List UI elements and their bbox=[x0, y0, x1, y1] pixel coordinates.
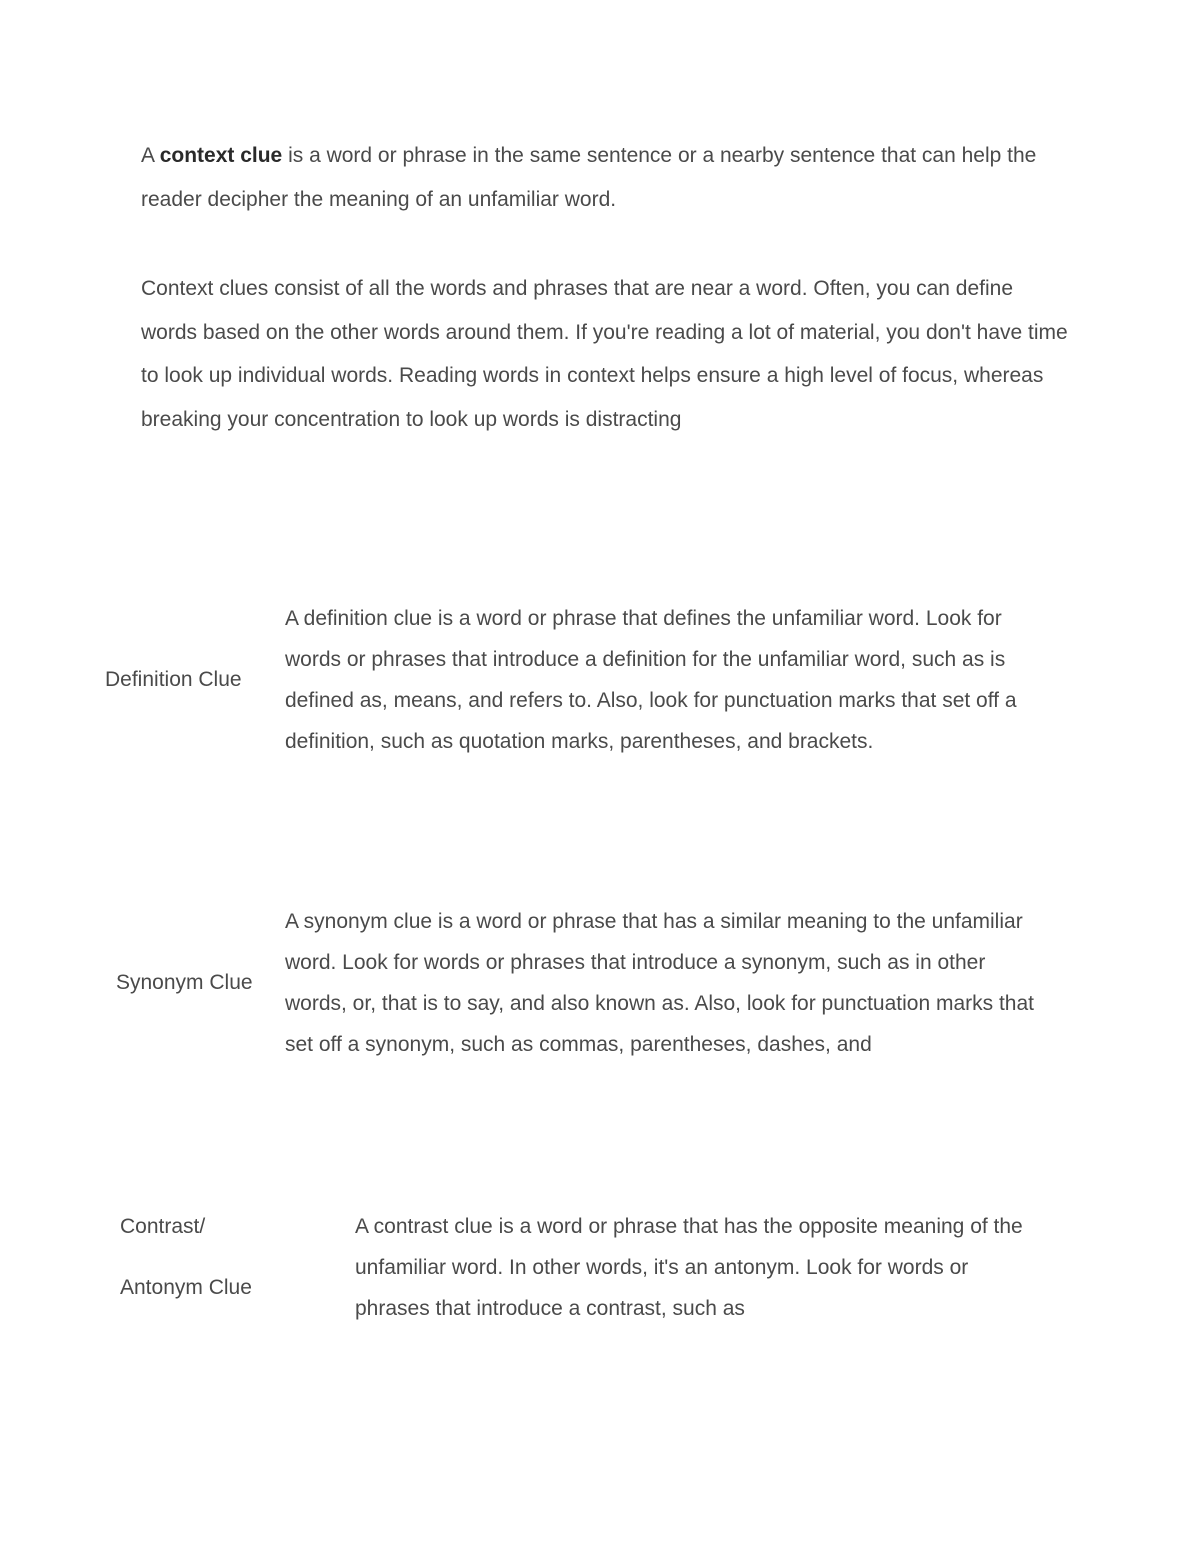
synonym-clue-description: A synonym clue is a word or phrase that has a similar meaning to the unfamiliar word. Look for words or phrases that introduce a synonym, such as in other words, or, that is to say, and also known as. Also, look for punctuation marks that set off a synonym, such as commas, parentheses, dashes, and bbox=[285, 910, 1034, 1056]
contrast-clue-term-line2: Antonym Clue bbox=[120, 1276, 252, 1299]
definition-clue-description: A definition clue is a word or phrase that defines the unfamiliar word. Look for words or phrases that introduce a definition for the unfamiliar word, such as is defined as, means, and refers to. Also, look for punctuation marks that set off a definition, such as quotation marks, parentheses, and brackets. bbox=[285, 607, 1017, 753]
contrast-clue-term-line1: Contrast/ bbox=[120, 1215, 206, 1238]
intro-explanation-paragraph: Context clues consist of all the words and phrases that are near a word. Often, you can define words based on the other words around them. If you're reading a lot of material, you don't have time to look up individual words. Reading words in context helps ensure a high level of focus, whereas breaking your concentration to look up words is distracting bbox=[141, 277, 1068, 431]
definition-clue-term: Definition Clue bbox=[105, 668, 242, 691]
contrast-clue-description: A contrast clue is a word or phrase that has the opposite meaning of the unfamiliar word. In other words, it's an antonym. Look for words or phrases that introduce a contrast, such as bbox=[355, 1215, 1023, 1320]
context-clue-term: context clue bbox=[159, 144, 283, 167]
synonym-clue-term: Synonym Clue bbox=[116, 971, 253, 994]
intro-prefix: A bbox=[141, 144, 160, 167]
intro-definition-paragraph bbox=[141, 134, 1071, 221]
intro-definition-text: is a word or phrase in the same sentence or a nearby sentence that can help the reader decipher the meaning of an unfamiliar word. bbox=[141, 144, 1037, 211]
